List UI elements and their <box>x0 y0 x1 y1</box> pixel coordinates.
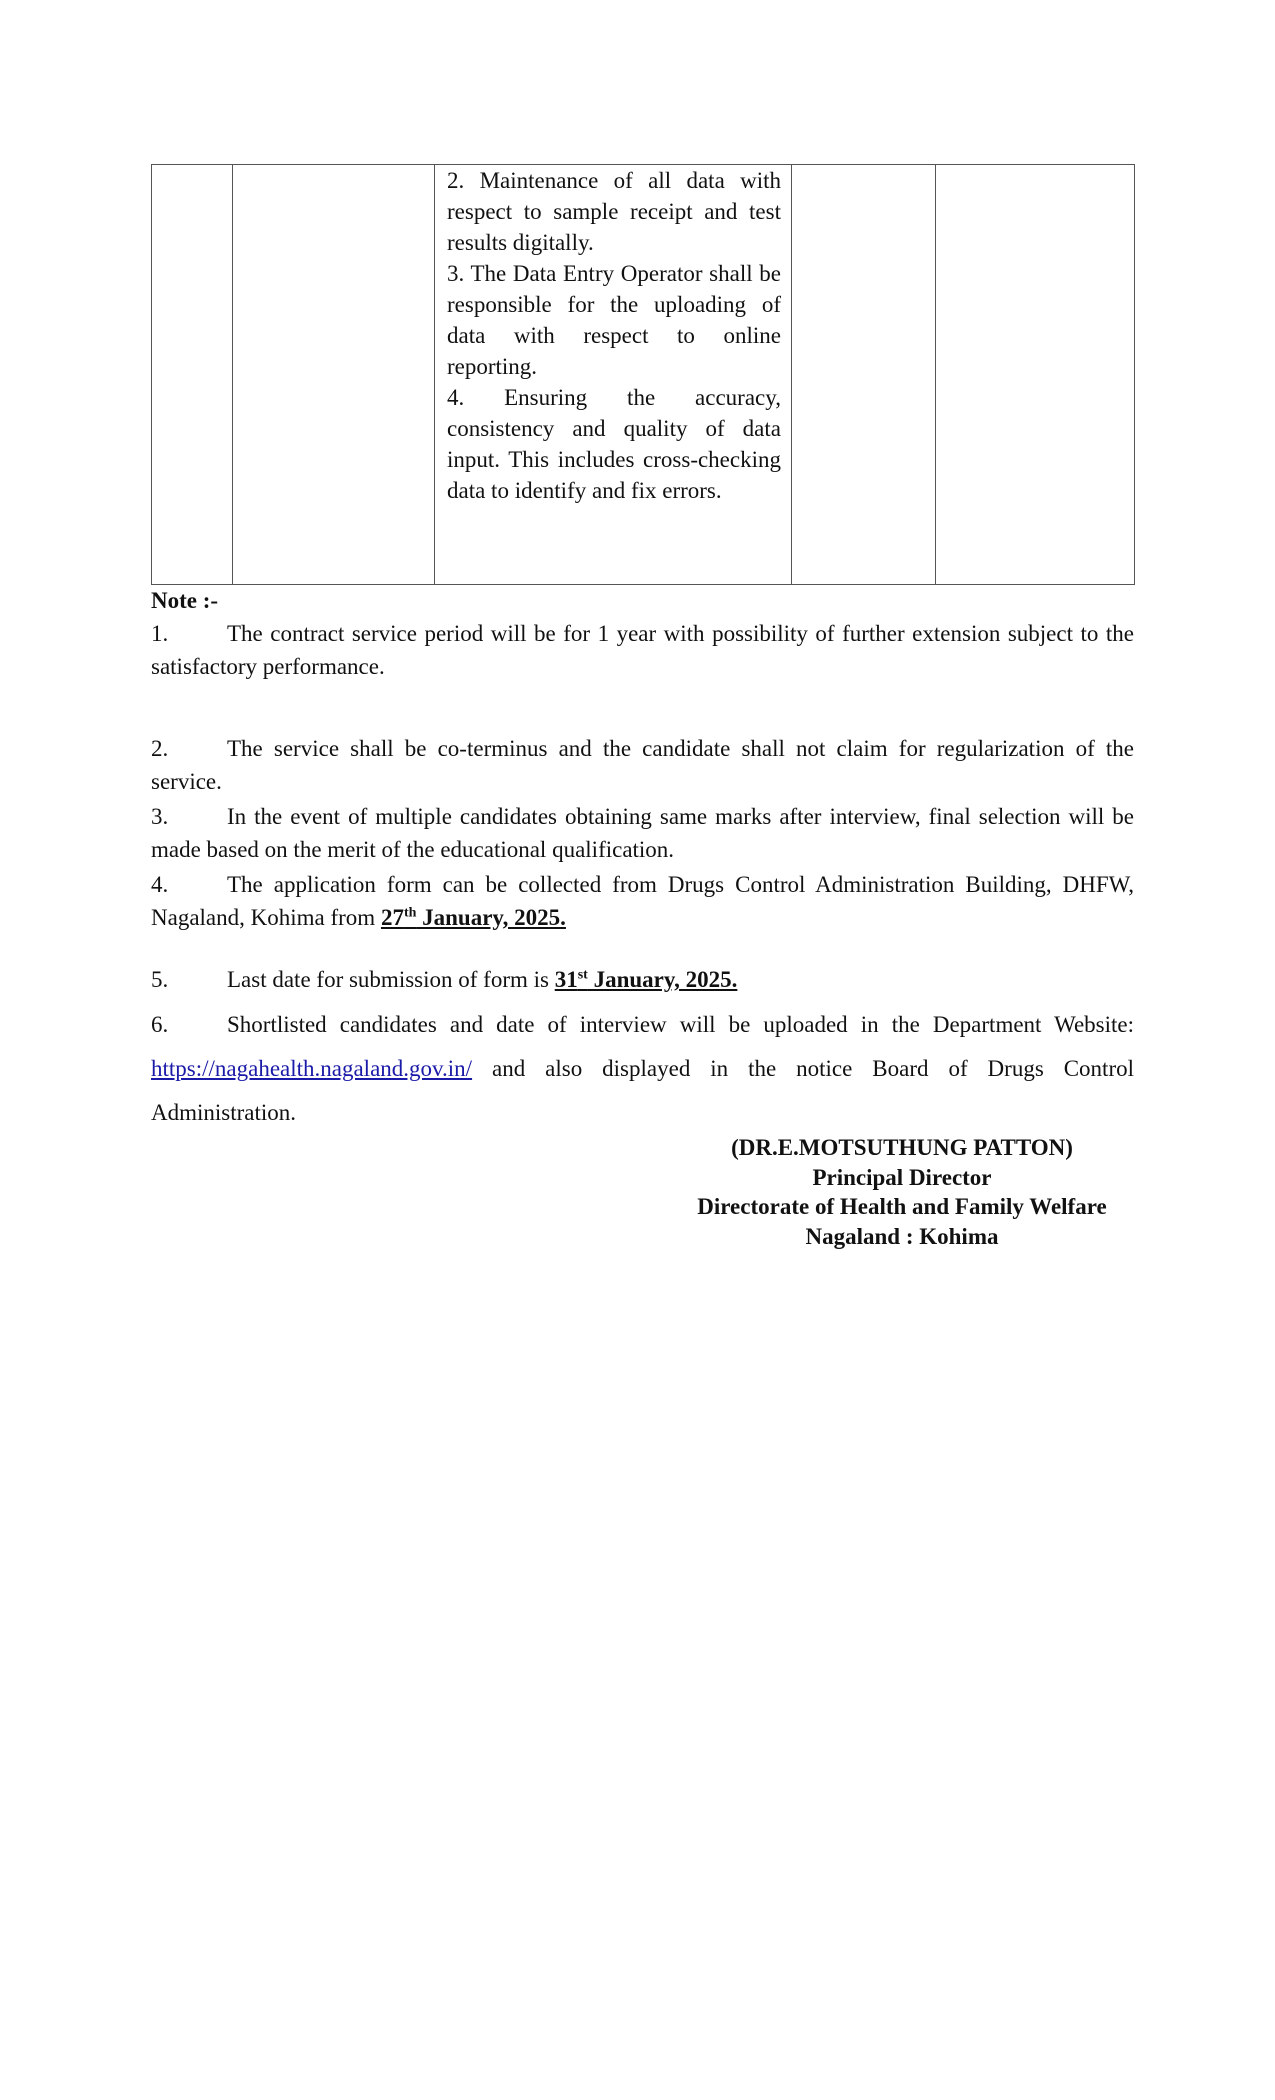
note-text: The application form can be collected from Drugs Control Administration Building, DHFW, Nagaland, Kohima from <box>151 872 1134 930</box>
note-text: The service shall be co-terminus and the candidate shall not claim for regularization of the service. <box>151 736 1134 794</box>
signatory-office: Directorate of Health and Family Welfare <box>697 1194 1107 1219</box>
note-text-after: and also displayed in the notice Board of Drugs Control Administration. <box>151 1056 1134 1125</box>
signatory-name: (DR.E.MOTSUTHUNG PATTON) <box>731 1135 1073 1160</box>
department-website-link[interactable]: https://nagahealth.nagaland.gov.in/ <box>151 1056 473 1081</box>
duty-item: 4. Ensuring the accuracy, consistency and quality of data input. This includes cross-checking data to identify and fix errors. <box>447 385 781 503</box>
note-heading: Note :- <box>151 588 219 613</box>
note-item-3 <box>151 800 1134 866</box>
duty-item: 2. Maintenance of all data with respect to sample receipt and test results digitally. <box>447 168 781 255</box>
note-number: 2. <box>151 736 169 761</box>
note-item-1 <box>151 617 1134 683</box>
table-cell-sl-no <box>152 165 233 585</box>
signature-block <box>672 1133 1132 1251</box>
duties-table <box>151 164 1135 585</box>
table-row <box>152 165 1135 585</box>
note-text: The contract service period will be for 1 year with possibility of further extension subject to the satisfactory performance. <box>151 621 1134 679</box>
table-cell-empty <box>936 165 1135 585</box>
note-number: 5. <box>151 967 169 992</box>
note-text: Last date for submission of form is <box>227 967 555 992</box>
note-item-6 <box>151 1003 1134 1135</box>
note-number: 4. <box>151 872 169 897</box>
note-item-4 <box>151 868 1134 934</box>
signatory-designation: Principal Director <box>812 1164 992 1190</box>
table-cell-duties <box>435 165 792 585</box>
note-text: Shortlisted candidates and date of interview will be uploaded in the Department Website: <box>227 1012 1134 1037</box>
note-number: 6. <box>151 1012 169 1037</box>
collection-date: 27th January, 2025. <box>380 905 566 930</box>
note-item-2 <box>151 732 1134 798</box>
note-number: 1. <box>151 621 169 646</box>
note-item-5 <box>151 963 1134 996</box>
signatory-location: Nagaland : Kohima <box>805 1223 999 1249</box>
last-date: 31st January, 2025. <box>554 967 738 992</box>
note-text: In the event of multiple candidates obtaining same marks after interview, final selection will be made based on the merit of the educational qualification. <box>151 804 1134 862</box>
note-number: 3. <box>151 804 169 829</box>
table-cell-empty <box>792 165 936 585</box>
table-cell-post <box>233 165 435 585</box>
duty-item: 3. The Data Entry Operator shall be responsible for the uploading of data with respect to online reporting. <box>447 261 781 379</box>
